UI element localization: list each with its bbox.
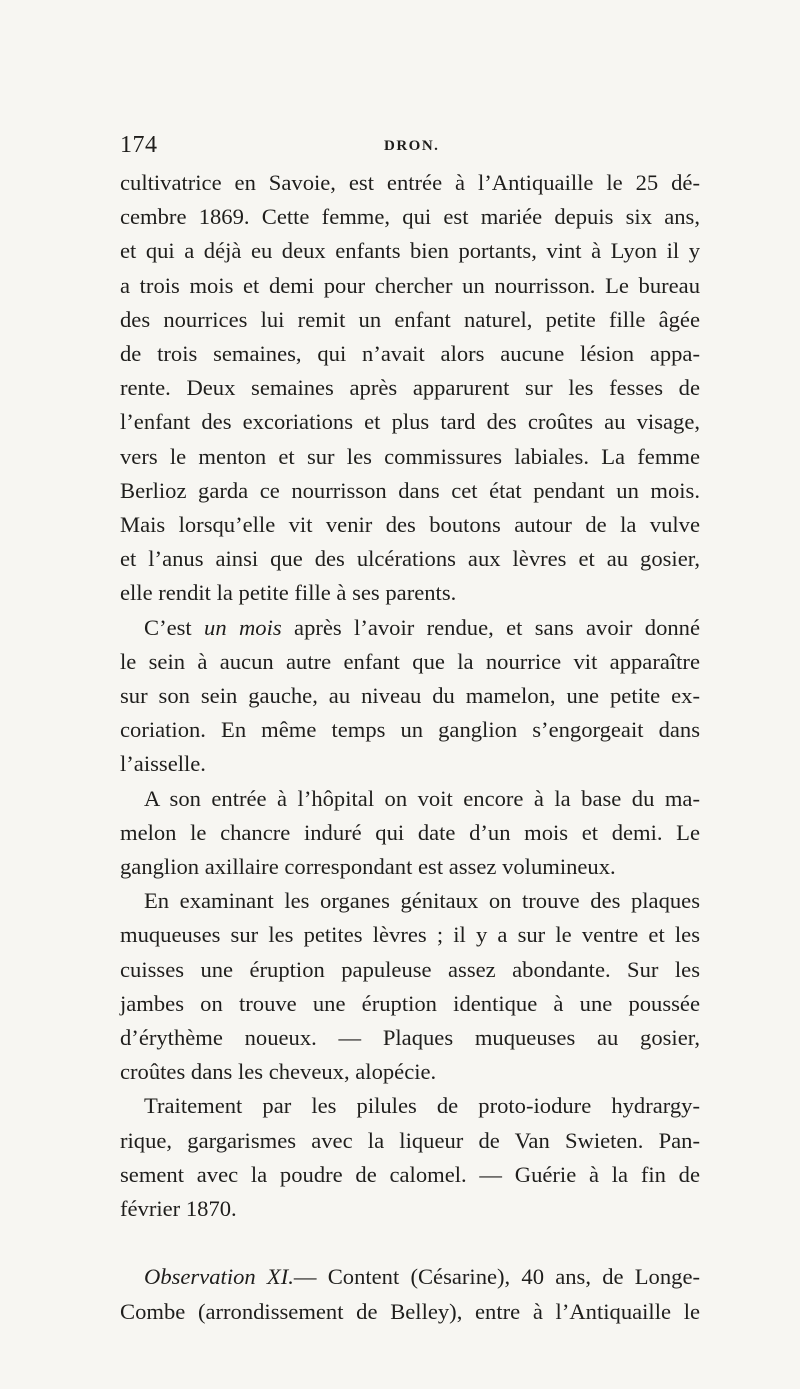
text-line: Mais lorsqu’elle vit venir des boutons autour de la vulve bbox=[120, 512, 700, 538]
text-line: a trois mois et demi pour chercher un nourrisson. Le bureau bbox=[120, 272, 700, 298]
text-run: — Content (Césarine), 40 ans, de Longe- bbox=[293, 1264, 700, 1290]
text-line: cuisses une éruption papuleuse assez abondante. Sur les bbox=[120, 956, 700, 982]
text-line: coriation. En même temps un ganglion s’engorgeait dans bbox=[120, 717, 700, 743]
text-line: jambes on trouve une éruption identique à une poussée bbox=[120, 990, 700, 1016]
paragraph bbox=[120, 611, 700, 782]
paragraph bbox=[120, 166, 700, 611]
text-line: et qui a déjà eu deux enfants bien portants, vint à Lyon il y bbox=[120, 238, 700, 264]
text-line: le sein à aucun autre enfant que la nourrice vit apparaître bbox=[120, 648, 700, 674]
text-line: muqueuses sur les petites lèvres ; il y a sur le ventre et les bbox=[120, 922, 700, 948]
text-run: C’est bbox=[144, 614, 205, 640]
text-line: sur son sein gauche, au niveau du mamelon, une petite ex- bbox=[120, 683, 700, 709]
text-line: février 1870. bbox=[120, 1196, 237, 1222]
page-header bbox=[120, 132, 700, 164]
paragraph-gap bbox=[120, 1226, 700, 1260]
text-line: melon le chancre induré qui date d’un mois et demi. Le bbox=[120, 819, 700, 845]
text-line: sement avec la poudre de calomel. — Guérie à la fin de bbox=[120, 1161, 700, 1187]
text-line: d’érythème noueux. — Plaques muqueuses au gosier, bbox=[120, 1025, 700, 1051]
text-line: rique, gargarismes avec la liqueur de Van Swieten. Pan- bbox=[120, 1127, 700, 1153]
text-line: croûtes dans les cheveux, alopécie. bbox=[120, 1059, 437, 1085]
italic-run: un mois bbox=[204, 614, 282, 640]
text-line: A son entrée à l’hôpital on voit encore à la base du ma- bbox=[144, 785, 700, 811]
paragraph bbox=[120, 884, 700, 1089]
text-line: cembre 1869. Cette femme, qui est mariée depuis six ans, bbox=[120, 204, 700, 230]
text-line: En examinant les organes génitaux on trouve des plaques bbox=[144, 888, 700, 914]
text-line: cultivatrice en Savoie, est entrée à l’Antiquaille le 25 dé- bbox=[120, 170, 700, 195]
text-line bbox=[120, 1260, 700, 1294]
text-line: et l’anus ainsi que des ulcérations aux lèvres et au gosier, bbox=[120, 546, 700, 572]
text-line: Combe (arrondissement de Belley), entre à l’Antiquaille le bbox=[120, 1298, 700, 1324]
text-line: rente. Deux semaines après apparurent sur les fesses de bbox=[120, 375, 700, 401]
paragraph bbox=[120, 1260, 700, 1328]
text-line: des nourrices lui remit un enfant naturel, petite fille âgée bbox=[120, 306, 700, 332]
text-line bbox=[120, 611, 700, 645]
text-line: l’enfant des excoriations et plus tard des croûtes au visage, bbox=[120, 409, 700, 435]
running-head: DRON. bbox=[384, 138, 440, 154]
text-line: l’aisselle. bbox=[120, 751, 206, 777]
paragraph bbox=[120, 782, 700, 885]
text-line: Berlioz garda ce nourrisson dans cet état pendant un mois. bbox=[120, 477, 700, 503]
paragraph bbox=[120, 1089, 700, 1226]
observation-heading: Observation XI. bbox=[144, 1264, 294, 1290]
text-line: de trois semaines, qui n’avait alors aucune lésion appa- bbox=[120, 341, 700, 367]
body-text bbox=[120, 166, 700, 1329]
text-line: elle rendit la petite fille à ses parents. bbox=[120, 580, 457, 606]
text-line: vers le menton et sur les commissures labiales. La femme bbox=[120, 443, 700, 469]
page-number: 174 bbox=[120, 132, 158, 158]
text-line: ganglion axillaire correspondant est assez volumineux. bbox=[120, 854, 616, 880]
text-run: après l’avoir rendue, et sans avoir donné bbox=[281, 614, 700, 640]
text-line: Traitement par les pilules de proto-iodure hydrargy- bbox=[144, 1093, 700, 1119]
